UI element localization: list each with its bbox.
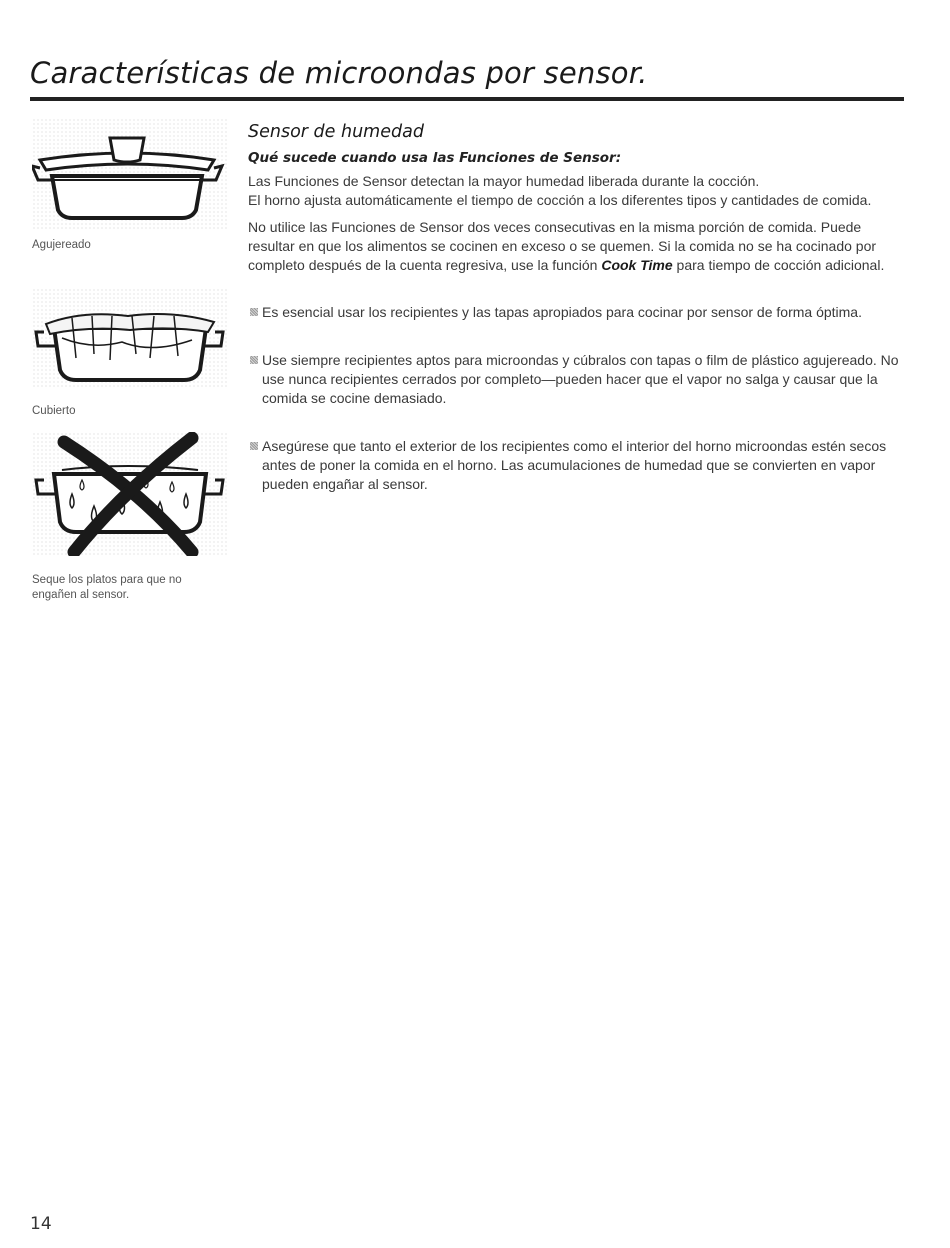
section-title: Sensor de humedad [248, 122, 424, 142]
bullet-list [248, 303, 908, 494]
figure-caption: Cubierto [32, 405, 76, 417]
bullet-marker-icon [250, 356, 258, 364]
main-content [248, 122, 908, 494]
paragraph: Las Funciones de Sensor detectan la mayor humedad liberada durante la cocción. [248, 173, 760, 189]
bullet-marker-icon [250, 308, 258, 316]
bullet-marker-icon [250, 442, 258, 450]
vented-dish-icon [32, 118, 227, 230]
list-item [248, 303, 908, 322]
paragraph: El horno ajusta automáticamente el tiempo de cocción a los diferentes tipos y cantidades de comida. [248, 192, 872, 208]
list-item [248, 437, 908, 494]
figure-caption: Agujereado [32, 239, 91, 251]
page-title: Características de microondas por sensor. [30, 56, 648, 90]
paragraph [248, 218, 908, 275]
subheading: Qué sucede cuando usa las Funciones de Sensor: [248, 150, 622, 166]
page-number: 14 [30, 1214, 52, 1234]
bullet-text: Use siempre recipientes aptos para microondas y cúbralos con tapas o film de plástico agujereado. No use nunca recipientes cerrados por completo—pueden hacer que el vapor no salga y causar que la comida se cocine demasiado. [262, 352, 899, 406]
cook-time-term: Cook Time [601, 257, 673, 273]
bullet-text: Es esencial usar los recipientes y las tapas apropiados para cocinar por sensor de forma óptima. [262, 304, 862, 320]
paragraph-text: No utilice las Funciones de Sensor dos veces consecutivas en la misma porción de comida. Puede resultar en que los alimentos se cocinen en exceso o se quemen. Si la comida no se ha cocinado por completo después de la cuenta regresiva, use la función [248, 219, 877, 273]
figure-caption: Seque los platos para que no engañen al sensor. [32, 574, 182, 601]
list-item [248, 351, 908, 408]
paragraph-text: para tiempo de cocción adicional. [672, 257, 885, 273]
title-rule [30, 97, 904, 101]
wet-dish-crossed-icon [32, 432, 227, 556]
covered-dish-icon [32, 288, 227, 388]
bullet-text: Asegúrese que tanto el exterior de los recipientes como el interior del horno microondas estén secos antes de poner la comida en el horno. Las acumulaciones de humedad que se convierten en vapor pueden engañar al sensor. [262, 438, 887, 492]
